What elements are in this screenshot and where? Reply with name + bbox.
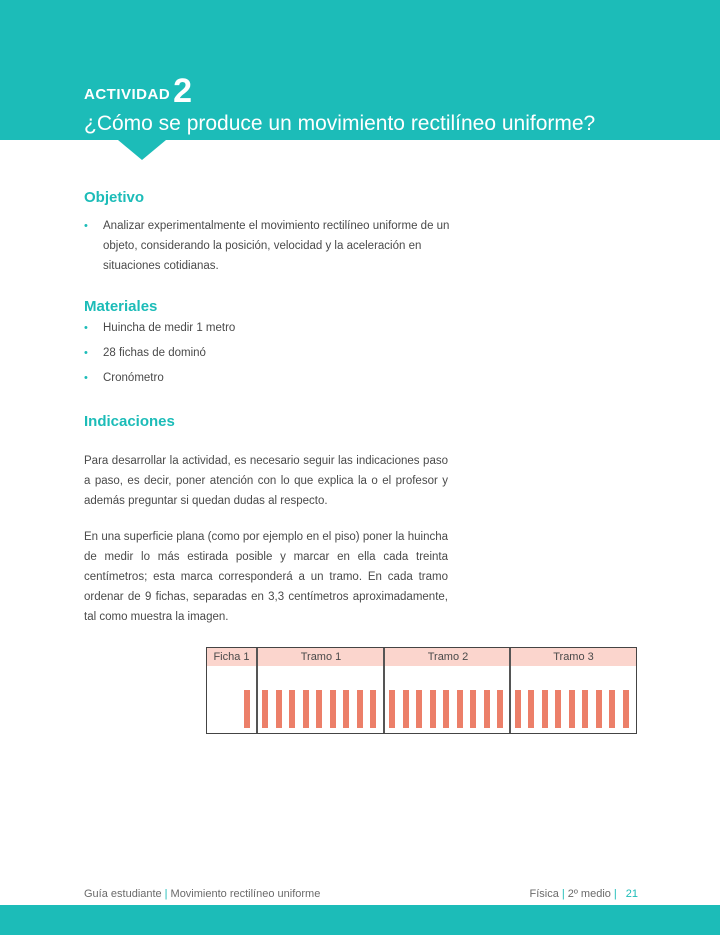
activity-number: 2 xyxy=(173,72,193,110)
domino-bar xyxy=(609,690,615,728)
bullet-icon: • xyxy=(84,220,88,232)
bullet-icon: • xyxy=(84,347,88,359)
materiales-heading: Materiales xyxy=(84,298,158,315)
domino-bar xyxy=(569,690,575,728)
materiales-item-text: Huincha de medir 1 metro xyxy=(103,322,236,334)
domino-bar xyxy=(484,690,490,728)
domino-bar xyxy=(403,690,409,728)
diagram-cell-tramo xyxy=(509,648,636,733)
domino-bar xyxy=(303,690,309,728)
domino-bar xyxy=(357,690,363,728)
domino-bar xyxy=(555,690,561,728)
materiales-item xyxy=(84,343,459,363)
domino-bar xyxy=(596,690,602,728)
objetivo-heading: Objetivo xyxy=(84,189,145,206)
indicaciones-paragraph: Para desarrollar la actividad, es necesario seguir las indicaciones paso a paso, es decir, poner atención con lo que explica la o el profesor y además preguntar si quedan dudas al respecto. xyxy=(84,455,448,507)
domino-bar xyxy=(470,690,476,728)
footer-level: 2º medio xyxy=(567,888,611,900)
diagram-cell-tramo xyxy=(256,648,384,733)
diagram-header: Tramo 2 xyxy=(385,648,511,666)
page-number: 21 xyxy=(625,888,638,900)
header-notch xyxy=(118,140,166,160)
footer-divider: | xyxy=(561,888,565,900)
diagram-bars xyxy=(207,690,256,728)
diagram-header: Ficha 1 xyxy=(207,648,256,666)
domino-bar xyxy=(515,690,521,728)
domino-bar xyxy=(457,690,463,728)
objetivo-item-text: Analizar experimentalmente el movimiento rectilíneo uniforme de un objeto, considerando la posición, velocidad y la aceleración en situaciones cotidianas. xyxy=(103,220,450,272)
domino-bar xyxy=(582,690,588,728)
footer-right xyxy=(530,888,638,900)
domino-bar xyxy=(276,690,282,728)
footer-topic: Movimiento rectilíneo uniforme xyxy=(170,888,321,900)
domino-bar xyxy=(244,690,250,728)
footer-left xyxy=(84,888,320,900)
activity-title: ¿Cómo se produce un movimiento rectilíneo uniforme? xyxy=(84,112,596,135)
materiales-item xyxy=(84,318,459,338)
domino-bar xyxy=(443,690,449,728)
indicaciones-heading: Indicaciones xyxy=(84,413,175,430)
domino-bar xyxy=(343,690,349,728)
domino-bar xyxy=(389,690,395,728)
materiales-item xyxy=(84,368,459,388)
diagram-cell-ficha xyxy=(207,648,256,733)
diagram-bars xyxy=(511,690,636,728)
bullet-icon: • xyxy=(84,322,88,334)
domino-bar xyxy=(330,690,336,728)
domino-bar xyxy=(623,690,629,728)
footer-divider: | xyxy=(613,888,617,900)
bullet-icon: • xyxy=(84,372,88,384)
domino-bar xyxy=(497,690,503,728)
domino-bar xyxy=(542,690,548,728)
domino-bar xyxy=(528,690,534,728)
domino-bar xyxy=(316,690,322,728)
diagram-header: Tramo 1 xyxy=(258,648,384,666)
diagram-bars xyxy=(258,690,384,728)
materiales-item-text: 28 fichas de dominó xyxy=(103,347,206,359)
domino-bar xyxy=(289,690,295,728)
activity-label-text: ACTIVIDAD xyxy=(84,86,171,103)
diagram-bars xyxy=(385,690,511,728)
domino-bar xyxy=(416,690,422,728)
activity-label xyxy=(84,72,193,111)
footer-divider: | xyxy=(164,888,168,900)
footer-subject: Física xyxy=(529,888,559,900)
objetivo-item xyxy=(84,216,459,276)
indicaciones-paragraph: En una superficie plana (como por ejemplo en el piso) poner la huincha de medir lo más estirada posible y marcar en ella cada treinta centímetros; esta marca corresponderá a un tramo. En cada tramo ordenar de 9 fichas, separadas en 3,3 centímetros aproximadamente, tal como muestra la imagen. xyxy=(84,531,448,623)
diagram-cell-tramo xyxy=(383,648,511,733)
domino-bar xyxy=(370,690,376,728)
footer-guide: Guía estudiante xyxy=(84,888,162,900)
domino-bar xyxy=(262,690,268,728)
domino-bar xyxy=(430,690,436,728)
footer-bar xyxy=(0,905,720,935)
diagram-header: Tramo 3 xyxy=(511,648,636,666)
materiales-item-text: Cronómetro xyxy=(103,372,164,384)
domino-diagram xyxy=(206,647,637,734)
